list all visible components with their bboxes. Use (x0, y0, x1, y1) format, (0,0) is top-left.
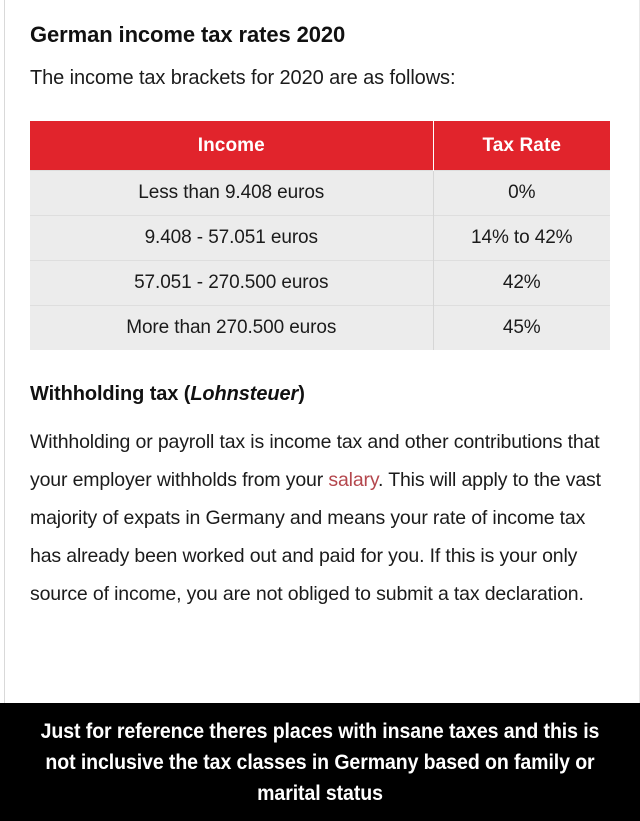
paragraph-text-before-link: Withholding or payroll tax is income tax and other contributions that your employer withholds from your (30, 431, 600, 492)
caption-text: Just for reference theres places with insane taxes and this is not inclusive the tax classes in Germany based on family or marital status (40, 719, 600, 805)
caption-bar (0, 703, 640, 821)
left-gutter-rule (4, 0, 5, 703)
income-tax-table (30, 121, 610, 350)
salary-link[interactable]: salary (328, 469, 379, 492)
withholding-paragraph (30, 406, 610, 613)
column-header-tax-rate: Tax Rate (433, 121, 610, 171)
cell-tax-rate: 14% to 42% (433, 216, 610, 261)
section-heading-text: Withholding tax ( (30, 383, 191, 406)
paragraph-text-after-link: . This will apply to the vast majority of expats in Germany and means your rate of income tax has already been worked out and paid for you. If this is your only source of income, you are not obliged to submit a tax declaration. (30, 469, 601, 606)
article-content (30, 0, 610, 613)
table-row (30, 261, 610, 306)
cell-tax-rate: 42% (433, 261, 610, 306)
section-heading-close-paren: ) (298, 383, 305, 406)
intro-paragraph: The income tax brackets for 2020 are as follows: (30, 67, 456, 90)
column-header-income: Income (30, 121, 433, 171)
table-header-row (30, 121, 610, 171)
cell-income: Less than 9.408 euros (30, 171, 433, 216)
table-row (30, 171, 610, 216)
cell-tax-rate: 45% (433, 306, 610, 351)
cell-income: 9.408 - 57.051 euros (30, 216, 433, 261)
section-heading-german-term: Lohnsteuer (190, 383, 299, 406)
table-row (30, 306, 610, 351)
cell-tax-rate: 0% (433, 171, 610, 216)
section-heading (30, 350, 610, 406)
page-title: German income tax rates 2020 (30, 22, 346, 47)
cell-income: More than 270.500 euros (30, 306, 433, 351)
cell-income: 57.051 - 270.500 euros (30, 261, 433, 306)
table-row (30, 216, 610, 261)
